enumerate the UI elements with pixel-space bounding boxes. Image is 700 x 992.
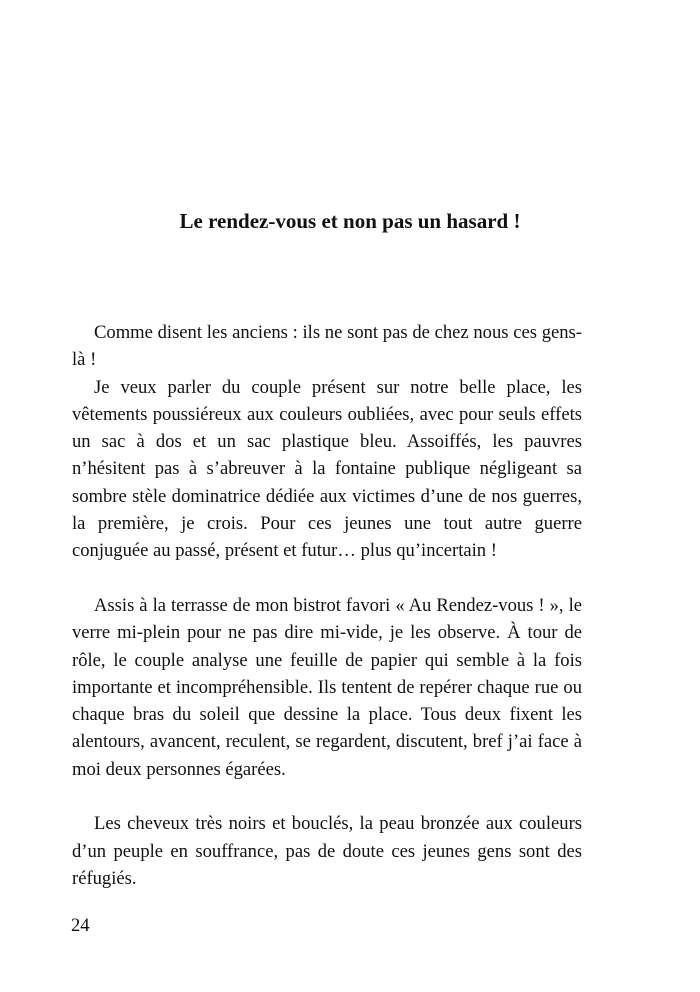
chapter-title: Le rendez-vous et non pas un hasard ! (179, 209, 521, 233)
chapter-body (72, 319, 582, 892)
paragraph: Comme disent les anciens : ils ne sont pas de chez nous ces gens-là ! (72, 322, 582, 371)
paragraph: Assis à la terrasse de mon bistrot favori « Au Rendez-vous ! », le verre mi-plein pour ne pas dire mi-vide, je les observe. À tour de rôle, le couple analyse une feuille de papier qui semble à la fois importante et incompréhensible. Ils tentent de repérer chaque rue ou chaque bras du soleil que dessine la place. Tous deux fixent les alentours, avancent, reculent, se regardent, discutent, bref j’ai face à moi deux personnes égarées. (72, 594, 582, 780)
paragraph: Je veux parler du couple présent sur notre belle place, les vêtements poussiéreux aux couleurs oubliées, avec pour seuls effets un sac à dos et un sac plastique bleu. Assoiffés, les pauvres n’hésitent pas à s’abreuver à la fontaine publique négligeant sa sombre stèle dominatrice dédiée aux victimes d’une de nos guerres, la première, je crois. Pour ces jeunes une tout autre guerre conjuguée au passé, présent et futur… plus qu’incertain ! (72, 376, 582, 562)
paragraph: Les cheveux très noirs et bouclés, la peau bronzée aux couleurs d’un peuple en souffrance, pas de doute ces jeunes gens sont des réfugiés. (72, 813, 582, 889)
page-number: 24 (71, 915, 90, 936)
